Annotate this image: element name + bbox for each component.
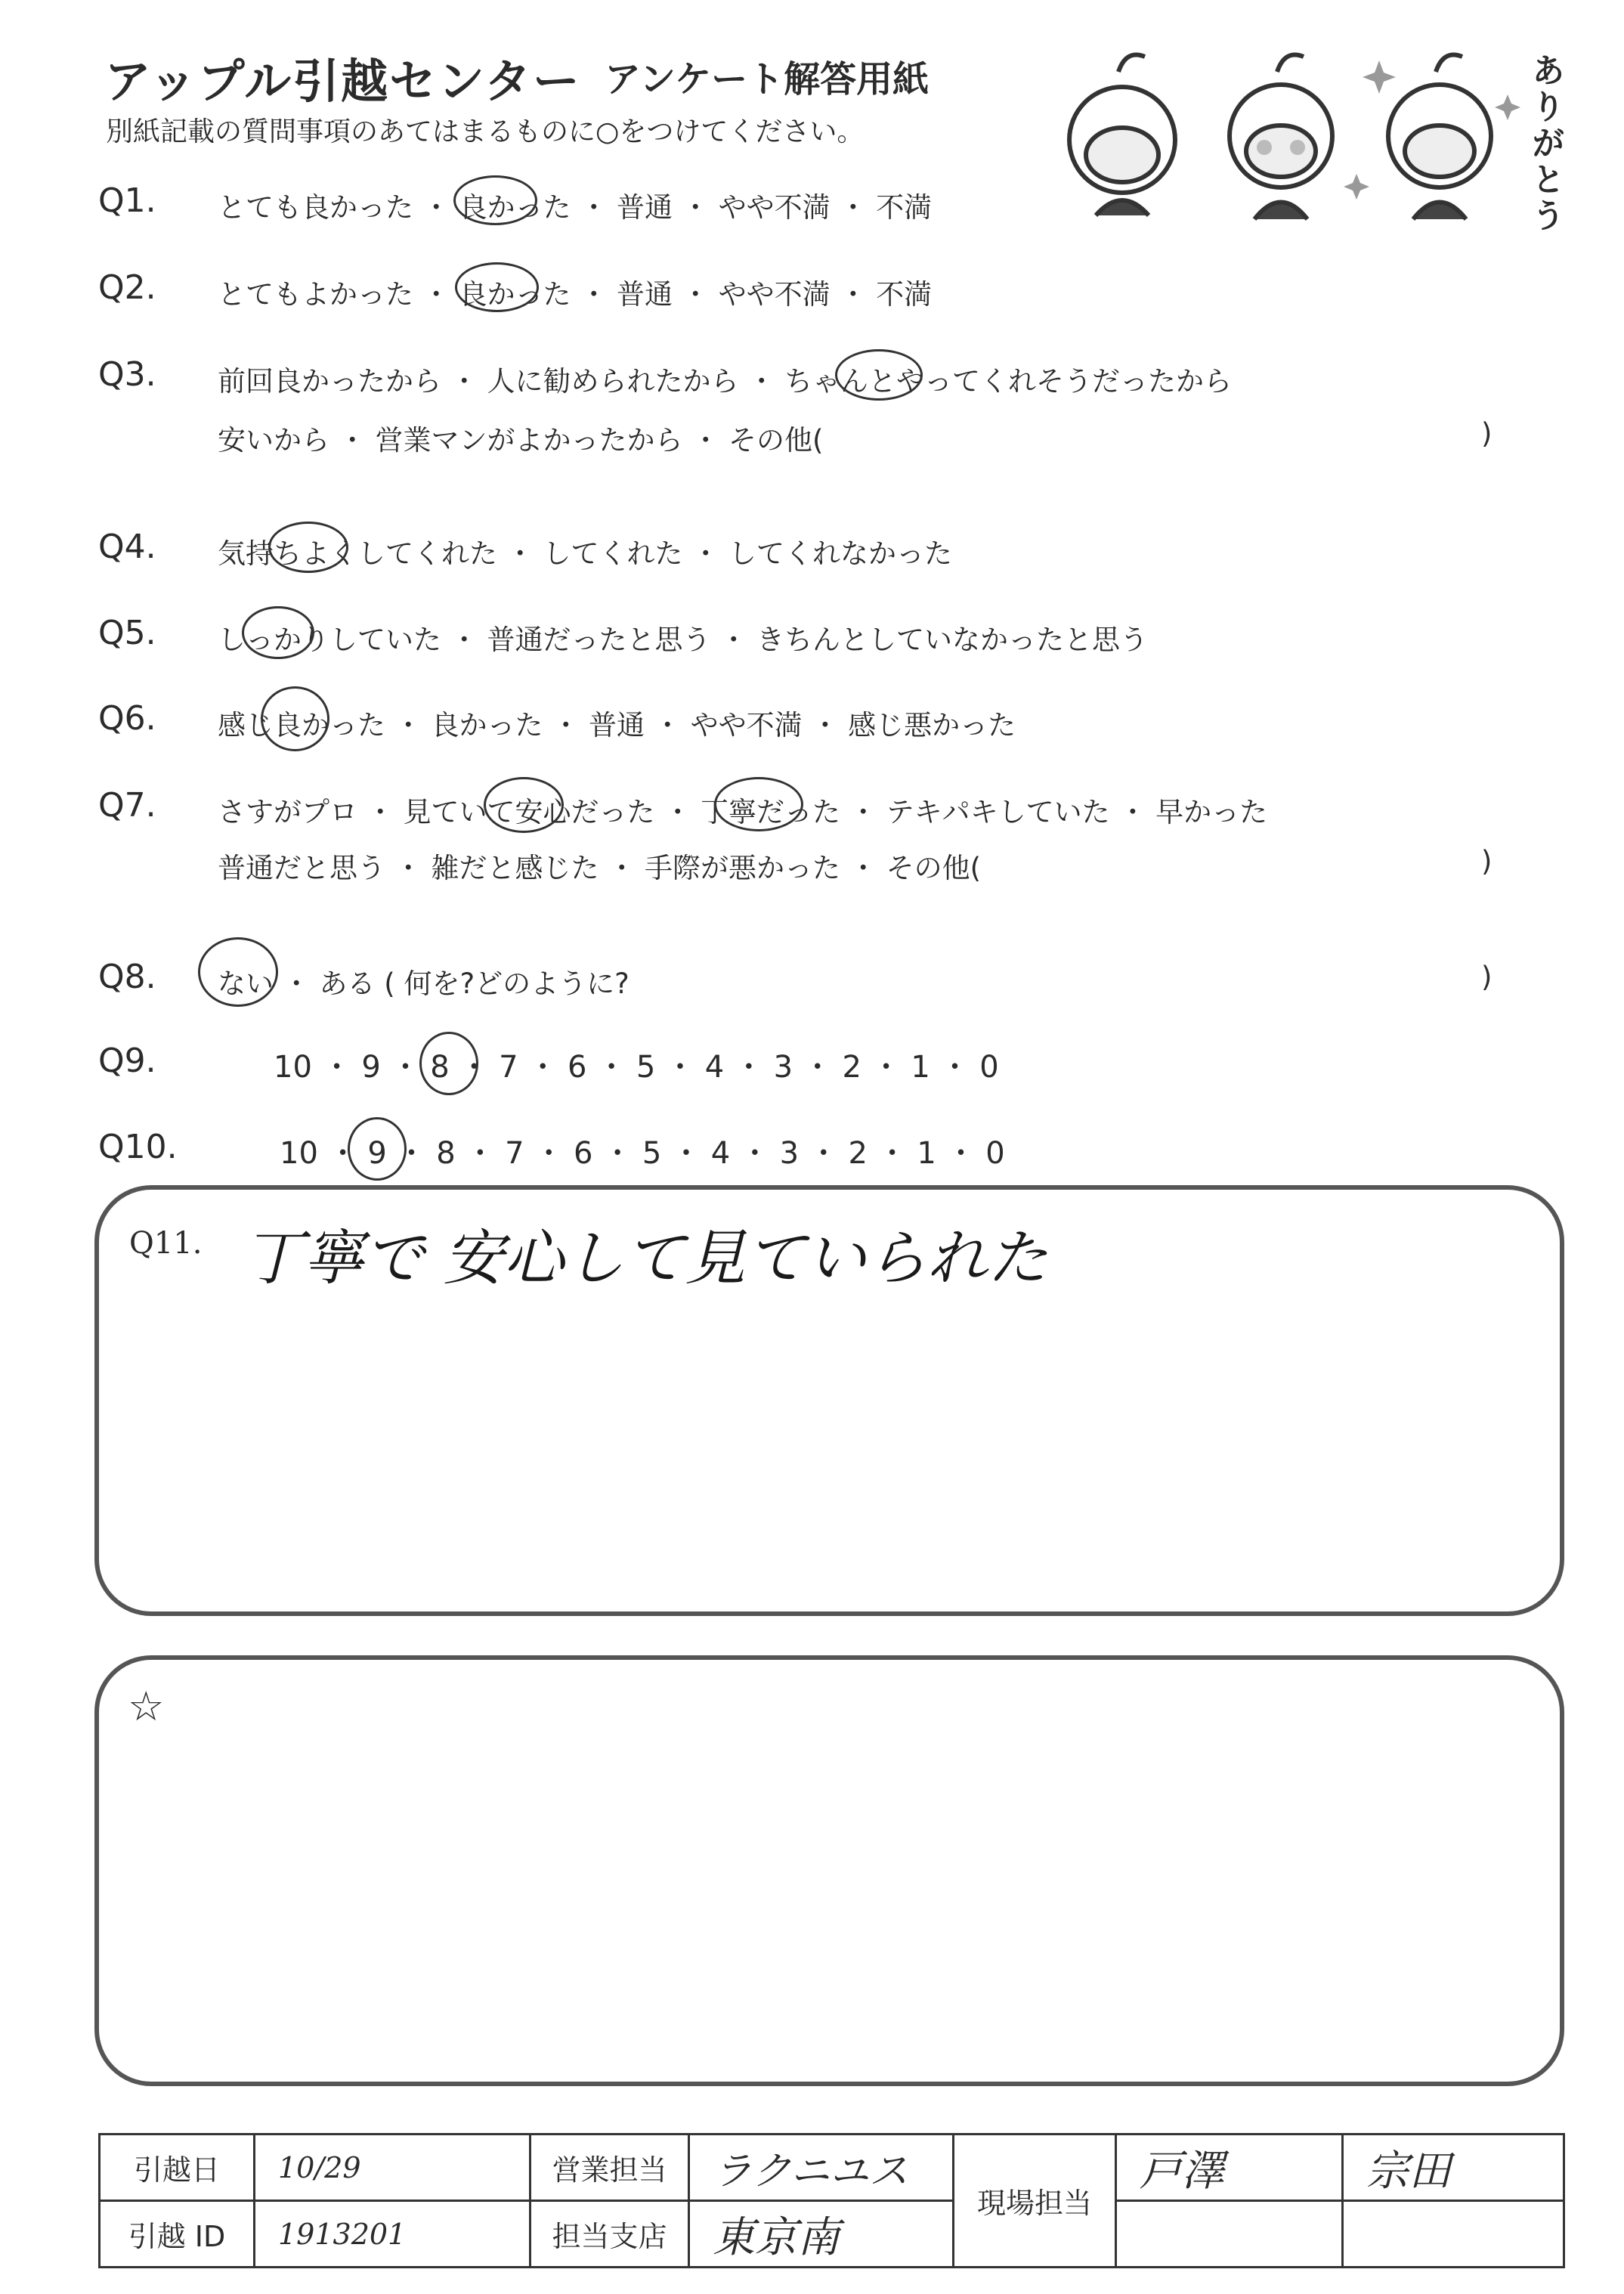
branch-label: 担当支店	[531, 2201, 689, 2268]
company-name: アップル引越センター	[104, 54, 581, 109]
free-comment-box	[94, 1655, 1564, 2086]
branch-value: 東京南	[689, 2201, 954, 2268]
sales-staff-value: ラクニユス	[689, 2135, 954, 2201]
footer-table	[98, 2133, 1565, 2268]
q1-options: とても良かった ・ 良かった ・ 普通 ・ やや不満 ・ 不満	[218, 191, 933, 224]
q11-comment-box	[94, 1185, 1564, 1616]
q10-scale: 10 ・ 9 ・ 8 ・ 7 ・ 6 ・ 5 ・ 4 ・ 3 ・ 2 ・ 1 ・ 0	[280, 1136, 1005, 1171]
q3-answer-mark	[835, 349, 923, 401]
q8-label: Q8.	[98, 958, 156, 996]
q3-label: Q3.	[98, 355, 156, 394]
q7-label: Q7.	[98, 786, 156, 825]
q1-label: Q1.	[98, 181, 156, 220]
q7-answer-mark-1	[484, 777, 564, 833]
q7-answer-mark-2	[714, 777, 803, 831]
site-staff-value-1: 戸澤	[1116, 2135, 1343, 2201]
q4-label: Q4.	[98, 528, 156, 566]
q6-answer-mark	[261, 686, 329, 751]
q8-options: ない ・ ある ( 何を?どのように?	[218, 967, 629, 1000]
q6-label: Q6.	[98, 699, 156, 738]
sales-staff-label: 営業担当	[531, 2135, 689, 2201]
q10-answer-mark	[348, 1117, 407, 1181]
q11-label: Q11.	[129, 1226, 203, 1261]
q9-scale: 10 ・ 9 ・ 8 ・ 7 ・ 6 ・ 5 ・ 4 ・ 3 ・ 2 ・ 1 ・ 0	[274, 1050, 999, 1085]
q8-answer-mark	[198, 937, 278, 1007]
q2-options: とてもよかった ・ 良かった ・ 普通 ・ やや不満 ・ 不満	[218, 278, 933, 311]
q2-answer-mark	[455, 262, 539, 312]
site-staff-empty-1	[1116, 2201, 1343, 2268]
move-date-label: 引越日	[100, 2135, 255, 2201]
q3-close-paren: )	[1481, 417, 1493, 450]
q9-answer-mark	[419, 1032, 478, 1095]
monkey-right-icon	[1388, 55, 1491, 220]
q5-options: しっかりしていた ・ 普通だったと思う ・ きちんとしていなかったと思う	[218, 624, 1149, 656]
q1-answer-mark	[453, 175, 537, 225]
q2-label: Q2.	[98, 268, 156, 307]
mascot-illustration	[1024, 42, 1538, 238]
q11-handwritten-answer: 丁寧で 安心して見ていられた	[243, 1223, 1048, 1293]
q5-label: Q5.	[98, 614, 156, 652]
q9-label: Q9.	[98, 1042, 156, 1080]
star-label: ☆	[128, 1683, 165, 1730]
q7-options-line1: さすがプロ ・ 見ていて安心だった ・ 丁寧だった ・ テキパキしていた ・ 早かった	[218, 796, 1268, 828]
q8-close-paren: )	[1481, 961, 1493, 993]
q5-answer-mark	[242, 606, 314, 659]
move-id-value: 1913201	[255, 2201, 531, 2268]
instruction-text: 別紙記載の質問事項のあてはまるものに○をつけてください。	[106, 116, 865, 147]
q3-options-line1: 前回良かったから ・ 人に勧められたから ・ ちゃんとやってくれそうだったから	[218, 365, 1233, 398]
monkey-left-icon	[1069, 55, 1175, 216]
q7-close-paren: )	[1481, 845, 1493, 878]
thanks-text: ありがとう	[1526, 53, 1564, 234]
site-staff-value-2: 宗田	[1343, 2135, 1564, 2201]
q4-options: 気持ちよくしてくれた ・ してくれた ・ してくれなかった	[218, 537, 953, 570]
site-staff-label: 現場担当	[954, 2135, 1116, 2268]
q10-label: Q10.	[98, 1128, 178, 1166]
move-id-label: 引越 ID	[100, 2201, 255, 2268]
q7-options-line2: 普通だと思う ・ 雑だと感じた ・ 手際が悪かった ・ その他(	[218, 852, 982, 884]
monkey-center-icon	[1230, 55, 1332, 220]
q4-answer-mark	[268, 522, 348, 573]
form-title: アンケート解答用紙	[605, 58, 930, 101]
move-date-value: 10/29	[255, 2135, 531, 2201]
site-staff-empty-2	[1343, 2201, 1564, 2268]
q3-options-line2: 安いから ・ 営業マンがよかったから ・ その他(	[218, 424, 824, 457]
q6-options: 感じ良かった ・ 良かった ・ 普通 ・ やや不満 ・ 感じ悪かった	[218, 709, 1016, 741]
